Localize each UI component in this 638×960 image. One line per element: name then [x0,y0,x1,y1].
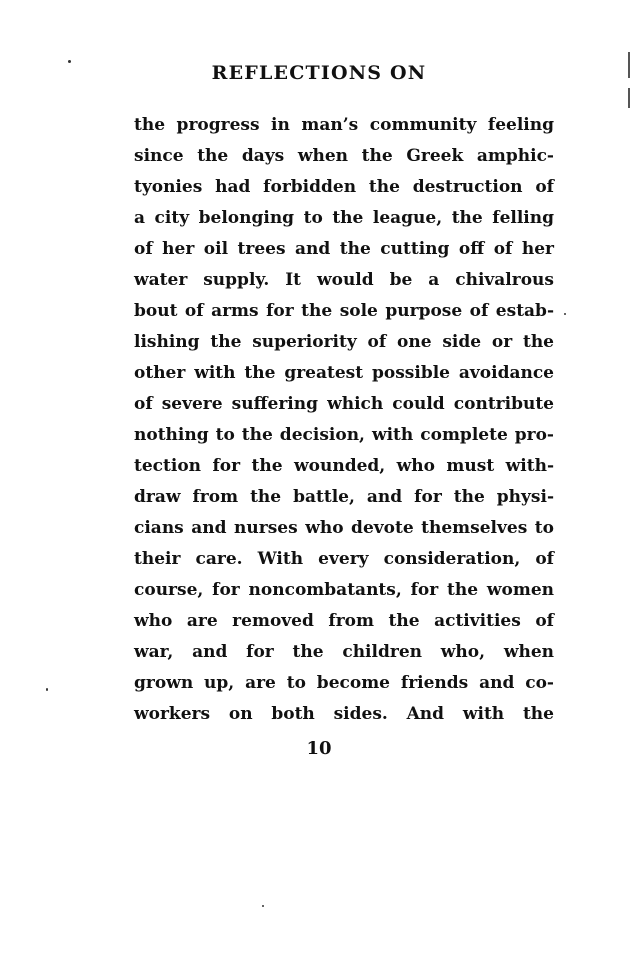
scan-speck [262,905,264,907]
text-line: who are removed from the activities of [134,611,554,631]
scan-edge-mark [628,52,630,78]
page-number: 10 [306,738,332,759]
text-line: tection for the wounded, who must with- [134,456,554,476]
text-line: bout of arms for the sole purpose of estab- [134,301,554,321]
text-line: their care. With every consideration, of [134,549,554,569]
body-text [134,110,554,730]
scan-speck [46,688,48,691]
text-line: cians and nurses who devote themselves to [134,518,554,538]
text-line: other with the greatest possible avoidance [134,363,554,383]
text-line: war, and for the children who, when [134,642,554,662]
text-line: workers on both sides. And with the [134,704,554,724]
text-line: water supply. It would be a chivalrous [134,270,554,290]
scan-edge-mark [628,88,630,108]
scan-speck [564,313,566,315]
text-line: course, for noncombatants, for the women [134,580,554,600]
text-line: draw from the battle, and for the physi- [134,487,554,507]
text-line: since the days when the Greek amphic- [134,146,554,166]
text-line: the progress in man’s community feeling [134,115,554,135]
text-line: grown up, are to become friends and co- [134,673,554,693]
running-head: REFLECTIONS ON [211,62,427,84]
text-line: a city belonging to the league, the felling [134,208,554,228]
text-line: tyonies had forbidden the destruction of [134,177,554,197]
text-line: of her oil trees and the cutting off of her [134,239,554,259]
text-line: nothing to the decision, with complete pro- [134,425,554,445]
text-line: of severe suffering which could contribute [134,394,554,414]
scan-speck [68,60,71,63]
text-line: lishing the superiority of one side or the [134,332,554,352]
